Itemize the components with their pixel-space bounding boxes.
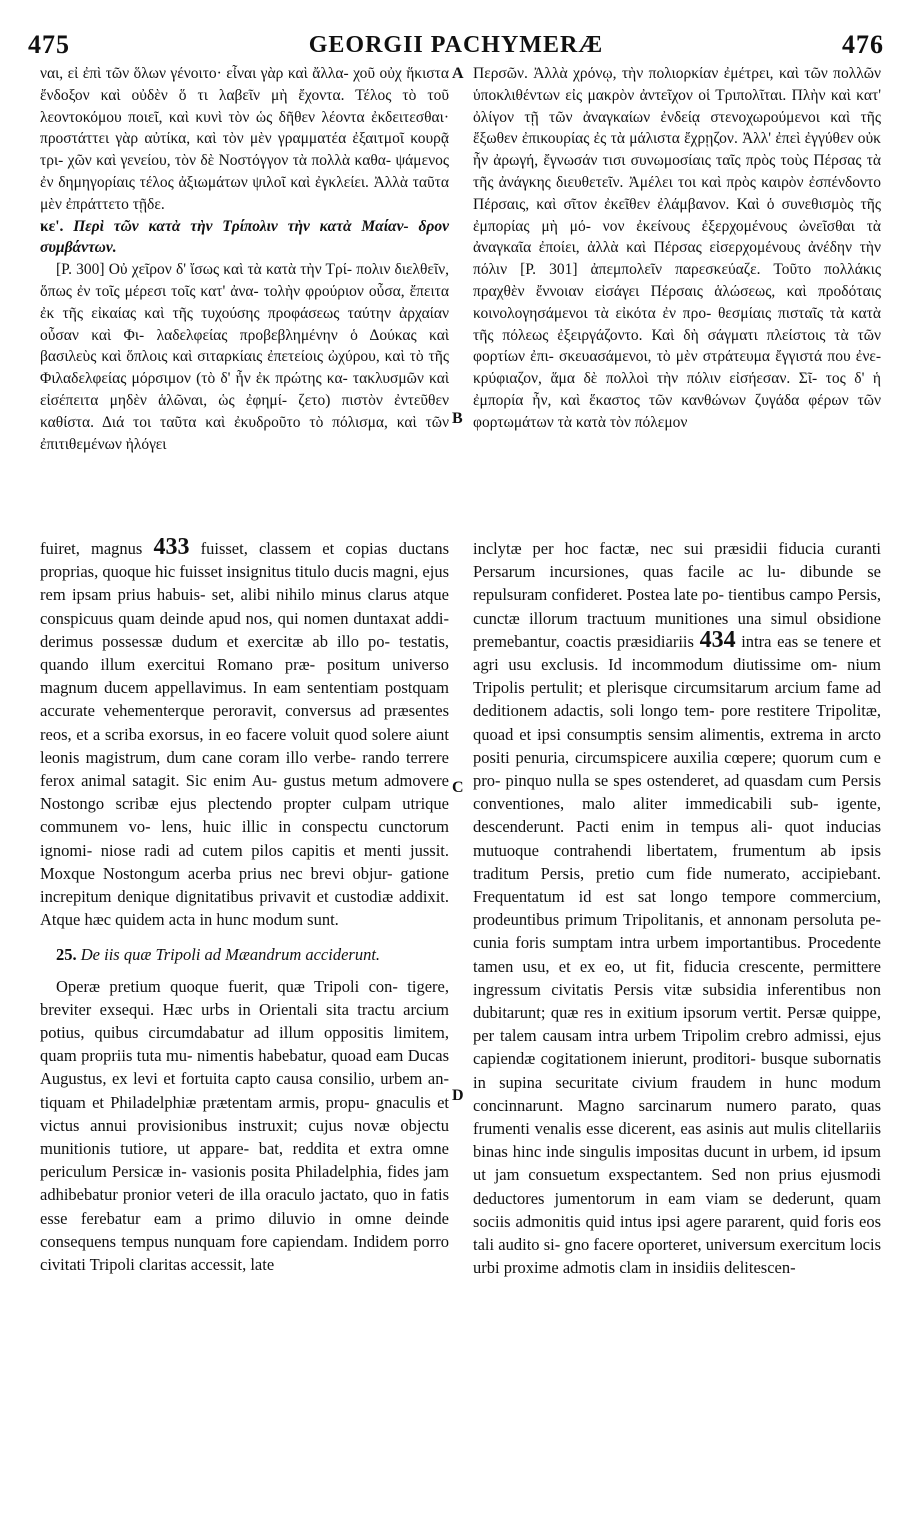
greek-heading-title: Περὶ τῶν κατὰ τὴν Τρίπολιν τὴν κατὰ Μαίαν- δρον συμβάντων. bbox=[40, 217, 450, 257]
margin-mark-a: A bbox=[452, 65, 464, 82]
margin-mark-c: C bbox=[452, 779, 464, 796]
margin-mark-d: D bbox=[452, 1087, 464, 1104]
latin-text: intra eas se tenere et agri usu exclusis. Id incommodum diutissime om- nium Tripolis pertulit; et plerisque circumsitarum arcium fame ad deditionem adactis, soli longo tem- pore restitere Tripolitæ, quoad et ipsi consumptis sensim alimentis, extrema in arcto positi penuria, circumspicere auxilia cœpere; quorum cum e pro- pinquo nulla se spes ostenderet, ad quasdam cum Persis conventiones, malo aliter immedicabili sub- igente, descenderunt. Pacti enim in tempus ali- quot inducias mutuoque contrahendi libertatem, frumentum ab ipsis traditum Persis, pretio cum fide numerato, accipiebant. Frequentatum id est sat longo tempore commercium, prodeuntibus primum Tripolitanis, et annonam persoluta pe- cunia foris sumptam intra urbem importantibus. Procedente tamen usu, et ex eo, ut fit, fiducia crescente, permittere ingressum civitatis Persis vitæ subsidia inferentibus non dubitarunt; quæ res in exitium ipsorum vertit. Persæ quippe, per talem causam intra urbem Tripolim crebro admissi, ejus capiendæ cogitationem inierunt, proditori- busque subornatis in supina securitate civium fraudem in hunc modum concinnarunt. Magno sarcinarum numero parato, quas frumenti venalis esse dicerent, eas asinis aut mulis clitellariis binas hinc inde singulis impositas ducunt in urbem, id ipsum ut jam consuetum exspectantem. Sed non prius ejusmodi deductores jumentorum in eam viam se dederunt, quam sociis admonitis quid intus ipsi agere pararent, quid foris eos tali audito si- gno facere oporteret, universum exercitum locis urbi proxime admotis clam in insidiis delitescen- bbox=[473, 631, 881, 1278]
greek-paragraph: Περσῶν. Ἀλλὰ χρόνῳ, τὴν πολιορκίαν ἐμέτρει, καὶ τῶν πολλῶν ὑποκλιθέντων εἰς μακρὸν ἀντεῖχον οἱ Τριπολῖται. Πλὴν καὶ κατ' ὀλίγον τῇ τῶν ἀναγκαίων ἐνδείᾳ στενοχωρούμενοι καὶ τῆς ἔξωθεν ἐπικουρίας ἐς τὰ μάλιστα ἔχρῃζον. Ἀλλ' ἐπεὶ ἐγγύθεν οὐκ ἦν ἀρωγή, ἔγνωσάν τισι συνωμοσίαις ταῖς πρὸς τοὺς Πέρσας τὰ τῆς ἀνάγκης διευθετεῖν. Ἀμέλει τοι καὶ πρὸς καιρὸν ἐσπένδοντο Πέρσαις, καὶ σῖτον ἐκεῖθεν ἐλάμβανον. Καὶ ὁ συνεθισμὸς τῆς ἐμπορίας μὴ μό- νον ἐκείνους ἐξερχομένους ὠνεῖσθαι τὰ ἀναγκαῖα ἐποίει, ἀλλὰ καὶ Πέρσας εἰσερχομένους ἀνέδην τὴν πόλιν [P. 301] ἀπεμπολεῖν παρεσκεύαζε. Τοῦτο πολλάκις πραχθὲν ἔννοιαν εἰσάγει Πέρσαις ἁλώσεως, καὶ προδόταις κοινολογησάμενοι τὰ εἰκότα ἐν προ- θεσμίαις πισταῖς τὰ κατὰ τῆς πόλεως ἐξειργάζοντο. Καὶ δὴ σάγματι πλείστοις τὰ τῶν φορτίων ἐπι- σκευασάμενοι, τὸ μὲν στράτευμα ἔγγιστά που ἐνε- κρύφιαζον, ἅμα δὲ πολλοὶ τὴν πόλιν εἰσήεσαν. Σῖ- τος δ' ἡ ἐμπορία ἦν, καὶ ἕκαστος τῶν κανθώνων ζυγάδα φέρων τῶν φορτωμάτων τὰ κατὰ τὸν πόλεμον bbox=[473, 65, 881, 431]
latin-section-heading bbox=[40, 943, 449, 966]
marginal-number: 433 bbox=[153, 534, 190, 560]
latin-heading-number: 25. bbox=[56, 945, 77, 965]
greek-column-right bbox=[473, 63, 881, 434]
margin-mark-b: B bbox=[452, 410, 463, 427]
latin-paragraph: Operæ pretium quoque fuerit, quæ Tripoli con- tigere, breviter exsequi. Hæc urbs in Orientali sita tractu arcium potius, quibus circumdabatur ad illum oppositis limitem, quam propriis tuta mu- nimentis habebatur, quoad eam Ducas Augustus, ex levi et fortuita capto causa consilio, urbem an- tiquam et Philadelphiæ prætentam armis, propu- gnaculis et victus annui provisionibus instruxit; cujus novæ objectu munitionis tutiore, ut appare- bat, reddita et extra omne periculum Persicæ in- vasionis posita Philadelphia, fides jam adhibebatur pronior veteri de illa oraculo jactato, quo in fatis esse ferebatur eam a primo diluvio in omne deinde consequens tempus nunquam fore capiendam. Indidem porro civitati Tripoli claritas accessit, late bbox=[40, 976, 449, 1275]
greek-paragraph: ναι, εἰ ἐπὶ τῶν ὅλων γένοιτο· εἶναι γὰρ καὶ ἄλλα- χοῦ οὐχ ἥκιστα ἔνδοξον καὶ οὐδὲν ὅ τι λαβεῖν μὴ ἔχοντα. Τέλος τὸ τοῦ λεοντοκόμου ποιεῖ, καὶ κυνὶ τὸν ὡς δῆθεν λέοντα ἐκδειτεσθαι· προστάττει γὰρ αὐτίκα, καὶ τὸν μὲν γραμματέα ἐξαιτμοῖ κουρᾷ τρι- χῶν καὶ γενείου, τὸν δὲ Νοστόγγον τὰ πολλὰ καθα- ψάμενος ἐν δημηγορίαις τέλος ἀξιωμάτων ψιλοῖ καὶ ἐγκλείει. Ἀλλὰ ταῦτα μὲν ἐπράττετο τῇδε. bbox=[40, 65, 449, 213]
latin-text: fuiret, magnus bbox=[40, 539, 143, 558]
latin-heading-title: De iis quæ Tripoli ad Mæandrum acciderunt. bbox=[80, 945, 381, 965]
running-head: GEORGII PACHYMERÆ bbox=[308, 32, 604, 58]
latin-column-right bbox=[473, 537, 881, 1280]
latin-text: inclytæ per hoc factæ, nec sui præsidii fiducia curanti Persarum incursiones, quas facile ac lu- dibunde se repulsuram confideret. Postea late po- tientibus campo Persis, cunctæ illorum tractuum munitiones una simul obsidione premebantur, coactis præsidiariis bbox=[473, 539, 881, 651]
greek-section-heading bbox=[40, 216, 449, 260]
greek-heading-number: κε'. bbox=[40, 217, 64, 235]
latin-paragraph bbox=[473, 537, 881, 1280]
latin-paragraph bbox=[40, 534, 450, 931]
latin-column-left bbox=[40, 534, 450, 1276]
right-page-number: 476 bbox=[842, 30, 884, 59]
page-header bbox=[28, 30, 884, 64]
greek-column-left bbox=[40, 63, 449, 455]
marginal-number: 434 bbox=[699, 626, 736, 653]
left-page-number: 475 bbox=[28, 30, 70, 59]
greek-paragraph: [P. 300] Οὐ χεῖρον δ' ἴσως καὶ τὰ κατὰ τὴν Τρί- πολιν διελθεῖν, ὅπως ἐν τοῖς μέρεσι τοῖς κατ' ἀνα- τολὴν φρούριον οὖσα, ἔπειτα ἐκ τῆς εἰκαίας καὶ τῆς τυχούσης προφάσεως ταύτην ἀρχαίαν οὖσαν καὶ Φι- λαδελφείας προβεβλημένην ὁ Δούκας καὶ βασιλεὺς καὶ ὅπλοις καὶ σιταρκίαις ἐπετείοις ὠχύρου, καὶ τὸ τῆς Φιλαδελφείας μόρσιμον (τὸ δ' ἦν ἐκ πρώτης κα- τακλυσμῶν καὶ εἰσέπειτα μηδὲν ἁλῶναι, ὡς ἐφημί- ζετο) πιστὸν ἐντεῦθεν καθίστα. Διά τοι ταῦτα καὶ ἐκυδροῦτο τὸ πόλισμα, καὶ τῶν ἐπιτιθεμένων ἠλόγει bbox=[40, 261, 449, 453]
latin-text: fuisset, classem et copias ductans proprias, quoque hic fuisset insignitus titulo ducis magni, ejus rem ipsam prius habuis- set, alibi nihilo minus clarus atque conspicuus quam deinde apud nos, qui nomen duntaxat addi- derimus possessæ dudum et exercitæ ab illo po- testatis, quando illum exercitui Romano præ- positum universo magnum ducem appellavimus. In eam sententiam postquam accurate vehementerque peroravit, conversus ad præsentes reos, et a scriba exorsus, in eo facere voluit quod solere aiunt leonis magistrum, dum cane coram illo verbe- rando terrere ferox animal satagit. Sic enim Au- gustus metum admovere Nostongo scribæ ejus plectendo propter culpam utrique communem vo- lens, huic illic in conspectu cunctorum ignomi- niose radi ad cutem pilos capitis et menti jussit. Moxque Nostongum acerba prius nec brevi objur- gatione increpitum denique dignitatibus privavit et custodiæ addixit. Atque hæc quidem acta in hunc modum sunt. bbox=[40, 539, 450, 930]
